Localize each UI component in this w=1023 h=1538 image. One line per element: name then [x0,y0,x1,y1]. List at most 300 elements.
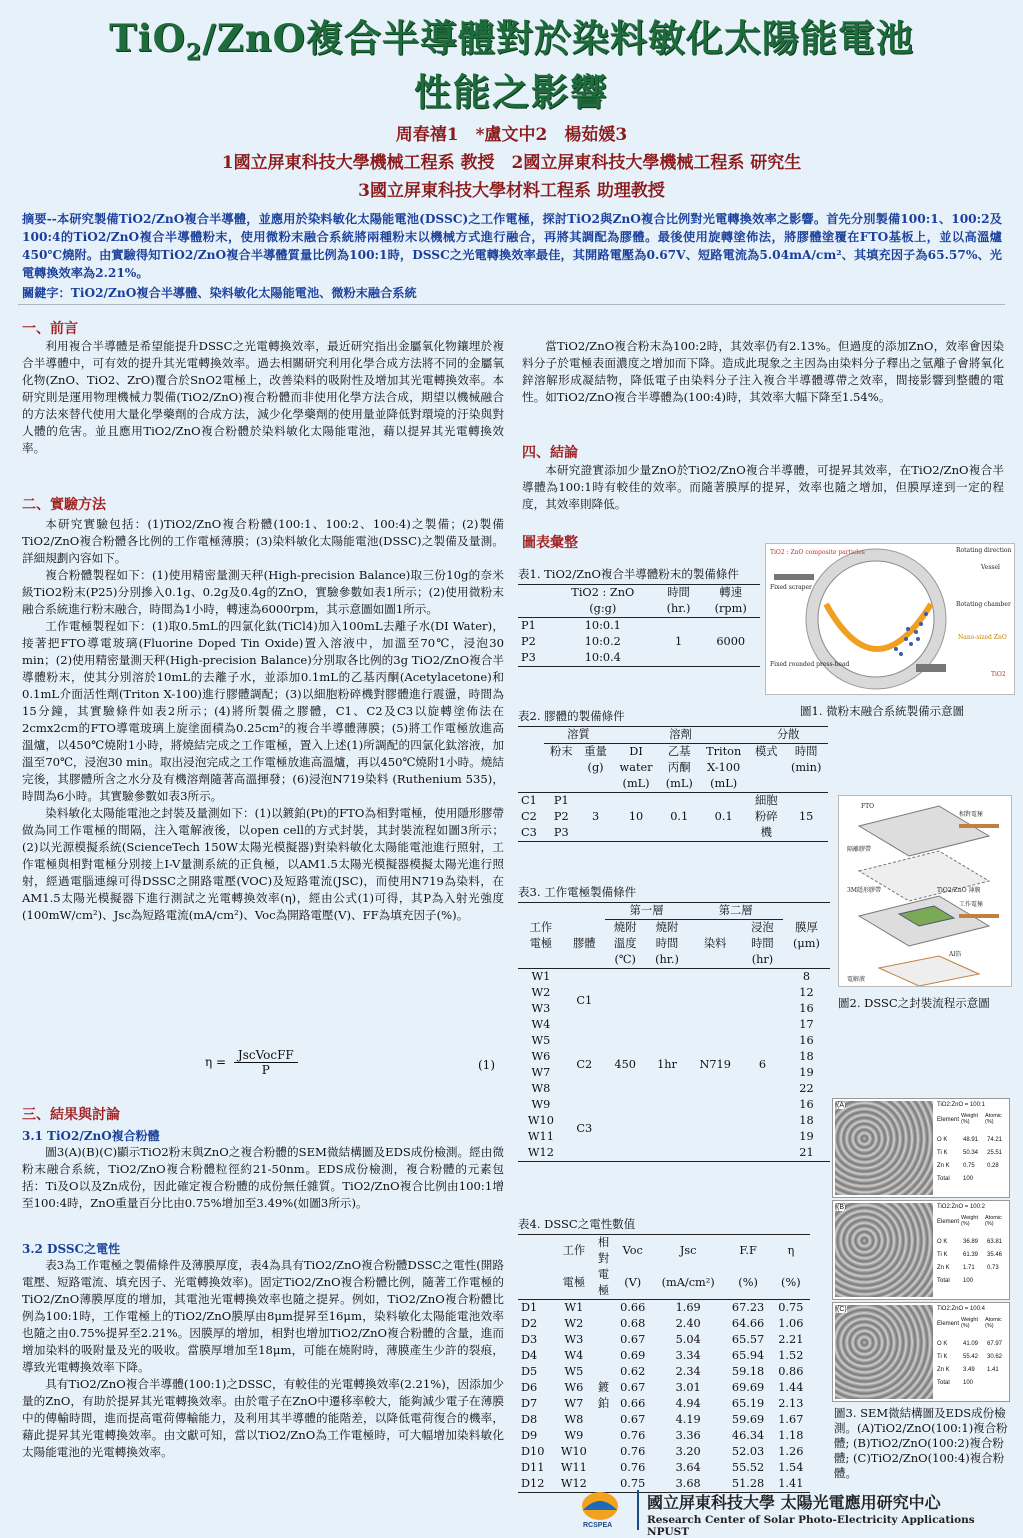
t3-h: 膠體 [572,937,596,950]
logo-text: RCSPEA [583,1522,613,1529]
fig2-label: 3M隱形膠帶 [847,887,881,894]
fig1-label: TiO2 [991,671,1006,678]
t1-cell: 10:0.2 [584,635,621,648]
formula-numerator: JscVocFF [234,1048,298,1063]
t4-cell: W10 [560,1445,587,1458]
t1-h-time: 時間 [667,586,690,599]
t2-h: (mL) [710,777,738,790]
t3-h: 染料 [703,937,727,950]
t4-cell: D4 [521,1349,538,1362]
t3-cell: W11 [527,1130,554,1143]
formula-number: (1) [478,1058,495,1072]
table4 [518,1234,810,1493]
t4-h: (V) [624,1276,642,1289]
t4-h: 電極 [562,1276,586,1289]
t3-cell: 16 [799,1034,814,1047]
t3-cell: 17 [799,1018,814,1031]
eds-element: O K [937,1341,948,1347]
t1-cell: P2 [521,635,536,648]
t4-cell: D8 [521,1413,538,1426]
fig2-label: 隔離膠帶 [847,846,872,853]
figure2-caption: 圖2. DSSC之封裝流程示意圖 [838,996,990,1010]
eds-atomic: 67.97 [987,1341,1003,1347]
eds-element: O K [937,1239,948,1245]
fig3-panel [832,1200,1010,1300]
eds-atomic: 35.46 [987,1252,1003,1258]
t3-cell: W7 [531,1066,551,1079]
t4-cell: 1.52 [778,1349,804,1362]
t4-cell: 0.76 [620,1445,646,1458]
t2-group: 溶質 [544,727,613,744]
abstract: 摘要--本研究製備TiO2/ZnO複合半導體，並應用於染料敏化太陽能電池(DSSC)之工作電極，探討TiO2與ZnO複合比例對光電轉換效率之影響。首先分別製備100:1、100:2及100:4的TiO2/ZnO複合半導體粉末，使用微粉末融合系統將兩種粉末以機械方式進行融合，再將其調配為膠體。最後使用旋轉塗佈法，將膠體塗覆在FTO基板上，並以高溫爐450℃燒附。由實驗得知TiO2/ZnO複合半導體質量比例為100:1時，DSSC之光電轉換效率最佳，其開路電壓為0.67V、短路電流為5.04mA/cm²、其填充因子為65.57%、光電轉換效率為2.21%。 [22,212,1002,280]
t3-cell: 19 [799,1066,814,1079]
table-row [518,1300,810,1317]
t4-cell: 0.76 [620,1429,646,1442]
sem-panel-label: (C) [837,1306,847,1313]
t4-cell: 52.03 [731,1445,765,1458]
footer-divider [637,1490,639,1530]
t3-h: 時間 [751,937,774,950]
t4-cell: 4.94 [675,1397,701,1410]
t3-cell: 18 [799,1050,814,1063]
divider [18,304,1005,305]
t4-cell: D11 [521,1461,545,1474]
eds-element: Total [937,1278,950,1284]
t1-cell: P3 [521,651,536,664]
eds-element: Zn K [937,1265,950,1271]
t4-h: (%) [781,1276,801,1289]
eds-element: Zn K [937,1163,950,1169]
subsection-3-1-text: 圖3(A)(B)(C)顯示TiO2粉末與ZnO之複合粉體的SEM微結構圖及EDS成份檢測。經由微粉末融合系統，TiO2/ZnO複合粉體粒徑約21-50nm。EDS成份檢測，複合粉體的元素包括：Ti及O以及Zn成份，因此確定複合粉體的成份無任雜質。TiO2/ZnO複合比例由100:1增至100:4時，ZnO重量百分比由0.75%增加至3.49%(如圖3所示)。 [22,1145,504,1210]
eds-element: Total [937,1380,950,1386]
t4-cell: D12 [521,1477,545,1490]
t1-unit: (g:g) [589,602,617,615]
t4-cell: 1.69 [675,1301,701,1314]
t4-cell: 3.64 [675,1461,701,1474]
formula-denominator: P [261,1063,270,1077]
t4-cell: 5.04 [675,1333,701,1346]
t3-cell: W2 [531,986,551,999]
t4-cell: 0.66 [620,1397,646,1410]
t2-h: 乙基 [667,745,691,758]
eds-weight: 36.89 [963,1239,979,1245]
fig2-label: TiO2/ZnO 薄膜 [937,887,981,894]
t3-cell: W6 [531,1050,551,1063]
t4-cell: 69.69 [731,1381,765,1394]
eds-weight: 100 [963,1380,974,1386]
subsection-3-2-title: 3.2 DSSC之電性 [22,1242,121,1256]
t4-cell: 3.68 [675,1477,701,1490]
t4-h: 相對 [597,1236,610,1265]
sem-image [835,1203,933,1297]
subsection-3-2-text: 表3為工作電極之製備條件及薄膜厚度，表4為具有TiO2/ZnO複合粉體DSSC之電性(開路電壓、短路電流、填充因子、光電轉換效率)。固定TiO2/ZnO複合粉體比例，隨著工作電極的TiO2/ZnO薄膜厚度的增加，其電池光電轉換效率也隨之提昇。例如，TiO2/ZnO複合粉體比例為100:1時，工作電極上的TiO2/ZnO膜厚由8μm提昇至16μm，染料敏化太陽能電池效率也隨之由0.75%提昇至2.21%。因膜厚的增加，相對也增加TiO2/ZnO複合粉體的含量，進而增加染料的吸附量及光的吸收。當膜厚增加至18μm，可能在燒附時，薄膜產生少許的裂痕，導致光電轉換效率下降。 具有TiO2/ZnO複合半導體(100:1)之DSSC，有較佳的光電轉換效率(2.21%)，因添加少量的ZnO，有助於提昇其光電轉換效率。由於電子在ZnO中遷移率較大，能夠減少電子在薄膜中的傳輸時間，進而提高電荷傳輸能力，及利用其半導體的能階差，以降低電荷復合的機率，藉此提昇其光電轉換效率。由文獻可知，當以TiO2/ZnO為工作電極時，可大幅增加染料敏化太陽能電池的光電轉換效率。 [22,1258,504,1459]
t3-cell: 18 [799,1114,814,1127]
t3-cell: W1 [531,970,551,983]
t4-cell: D9 [521,1429,538,1442]
eds-element: O K [937,1137,948,1143]
t4-h: 工作 [562,1244,586,1257]
t3-cell: C1 [576,994,593,1007]
eds-h-weight: Weight (%) [961,1317,979,1329]
t4-cell [594,1332,614,1348]
table-row [518,1412,810,1428]
t3-cell: 22 [799,1082,814,1095]
eds-atomic: 30.62 [987,1354,1003,1360]
t2-cell: P2 [553,810,569,823]
t2-h: 模式 [755,745,778,758]
t4-cell: W8 [564,1413,584,1426]
eds-h-weight: Weight (%) [961,1215,979,1227]
table-row [518,1316,810,1332]
eds-weight: 100 [963,1278,974,1284]
t3-group: 第一層 [605,903,689,920]
t4-cell: 3.36 [675,1429,701,1442]
eds-h-element: Element [937,1321,960,1327]
table3-caption: 表3. 工作電極製備條件 [518,885,637,899]
eds-atomic: 74.21 [987,1137,1003,1143]
t3-h: 電極 [529,937,553,950]
t3-cell: 16 [799,1098,814,1111]
t4-cell: 0.86 [778,1365,804,1378]
t2-h: (min) [790,761,822,774]
sem-panel-label: (B) [837,1204,847,1211]
affiliation-2: 3國立屏東科技大學材料工程系 助理教授 [358,181,665,201]
fig1-label: Fixed scraper [770,584,812,591]
fig2-label: 相對電極 [959,811,984,818]
t4-cell: W1 [564,1301,584,1314]
eds-atomic: 25.51 [987,1150,1003,1156]
t2-h: (mL) [622,777,650,790]
t2-cell: 0.1 [714,810,733,823]
t4-cell: 1.18 [778,1429,804,1442]
t2-h: (g) [587,761,604,774]
t4-cell: W3 [564,1333,584,1346]
table2-caption: 表2. 膠體的製備條件 [518,709,625,723]
fig1-label: Rotating direction [956,547,1012,554]
t4-cell: 0.76 [620,1461,646,1474]
t4-cell: D6 [521,1381,538,1394]
t4-cell: 65.57 [731,1333,765,1346]
t2-h: (mL) [665,777,693,790]
discussion-continued: 當TiO2/ZnO複合粉末為100:2時，其效率仍有2.13%。但過度的添加ZnO，效率會因染料分子於電極表面濃度之增加而下降。造成此現象之主因為由染料分子釋出之氫離子會將氧化鋅溶解形成凝結物，降低電子由染料分子注入複合半導體導帶之效率，間接影響到整體的電性。如TiO2/ZnO複合半導體為(100:4)時，其效率大幅下降至1.54%。 [522,339,1004,404]
t4-cell: 4.19 [675,1413,701,1426]
t3-h: (hr) [751,953,774,966]
t3-h: 膜厚 [795,920,818,934]
section-method-text: 本研究實驗包括：(1)TiO2/ZnO複合粉體(100:1、100:2、100:4)之製備；(2)製備TiO2/ZnO複合粉體各比例的工作電極薄膜；(3)染料敏化太陽能電池(DSSC)之製備及量測。詳細規劃內容如下。 複合粉體製程如下：(1)使用精密量測天秤(High-precision Balance)取三份10g的奈米級TiO2粉末(P25)分別摻入0.1g、0.2g及0.4g的ZnO，實驗參數如表1所示；(2)使用微粉末融合系統進行粉末融合，時間為1小時，轉速為6000rpm，其示意圖如圖1所示。 工作電極製程如下：(1)取0.5mL的四氯化鈦(TiCl4)加入100mL去離子水(DI Water)，接著把FTO導電玻璃(Fluorine Doped Tin Oxide)置入溶液中，加溫至70℃，浸泡30 min；(2)使用精密量測天秤(High-precision Balance)分別取各比例的3g TiO2/ZnO複合半導體粉末，使其分別溶於10mL的去離子水，並添加0.1mL的乙基丙酮(Acetylacetone)和0.1mL介面活性劑(Triton X-100)進行膠體調配；(3)以細胞粉碎機對膠體進行震盪，時間為15分鐘，其實驗條件如表2所示；(4)將所製備之膠體，C1、C2及C3以旋轉塗佈法在2cmx2cm的FTO導電玻璃上旋塗面積為0.25cm²的複合半導體薄膜；(5)將工作電極放進高溫爐，以450℃燒附1小時，將燒結完成之工作電極，置入上述(1)所調配的四氯化鈦溶液，加溫至70℃，浸泡30 min。取出浸泡完成之工作電極放進高溫爐，再以450℃燒附1小時。燒結完後，其膠體所含之水分及有機溶劑隨著高溫揮發；(6)浸泡N719染料 (Ruthenium 535)，時間為6小時。其實驗參數如表3所示。 染料敏化太陽能電池之封裝及量測如下：(1)以鍍鉑(Pt)的FTO為相對電極，使用隱形膠帶做為同工作電極的間隔，注入電解液後，以open cell的方式封裝，其封裝流程如圖3所示；(2)以光源模擬系統(ScienceTech 150W太陽光模擬器)對染料敏化太陽能電池進行照射，工作電極與相對電極分別接上I-V量測系統的正負極，以AM1.5太陽光模擬器模擬太陽光進行照射，經過電腦連線可得DSSC之開路電壓(VOC)及短路電流(JSC)，而使用N719為染料，在AM1.5太陽光模擬器下進行測試之光電轉換效率(η)，經由公式(1)可得，其P為入射光強度(100mW/cm²)、Jsc為短路電流(mA/cm²)、Voc為開路電壓(V)、FF為填充因子(%)。 [22,517,504,922]
keywords: 關鍵字：TiO2/ZnO複合半導體、染料敏化太陽能電池、微粉末融合系統 [22,286,417,300]
t1-cell: 10:0.1 [584,619,621,632]
t3-cell: 21 [799,1146,814,1159]
eds-h-weight: Weight (%) [961,1113,979,1125]
t3-cell: C3 [576,1122,593,1135]
eds-atomic: 0.73 [987,1265,999,1271]
t4-cell: 59.69 [731,1413,765,1426]
table1 [518,584,760,667]
t3-cell: 16 [799,1002,814,1015]
t4-cell: 3.01 [675,1381,701,1394]
eds-weight: 61.39 [963,1252,979,1258]
t4-cell: W4 [564,1349,584,1362]
t4-cell: 1.44 [778,1381,804,1394]
eds-h-atomic: Atomic (%) [985,1317,1002,1329]
t4-cell [594,1316,614,1332]
t2-h: 粉末 [549,745,573,758]
fig1-label: Nano-sized ZnO [958,634,1007,641]
poster-title-line1: TiO$_2$/ZnO複合半導體對於染料敏化太陽能電池 [109,16,914,66]
t2-cell: P3 [553,826,569,839]
section-intro-title: 一、前言 [22,321,78,337]
fig3-panel [832,1302,1010,1402]
eds-element: Ti K [937,1150,948,1156]
t3-h: 浸泡 [751,921,774,934]
t3-h: 時間 [655,937,679,950]
eds-ratio: TiO2:ZnO = 100:4 [937,1306,985,1312]
t4-cell: 0.67 [620,1413,646,1426]
t1-h-speed: 轉速 [719,586,743,599]
t4-cell: 0.67 [620,1381,646,1394]
eds-element: Total [937,1176,950,1182]
t4-cell: 2.21 [778,1333,804,1346]
t4-cell [594,1444,614,1460]
t2-h: 重量 [584,745,607,758]
t3-h: (μm) [793,937,820,950]
eds-weight: 50.34 [963,1150,979,1156]
t3-cell: C2 [576,1058,593,1071]
t3-group: 第二層 [688,903,783,920]
table-row [518,1396,810,1412]
t2-h: Triton [706,745,742,758]
t4-cell [594,1460,614,1476]
fig2-label: FTO [861,803,875,810]
t3-cell: W10 [527,1114,554,1127]
t4-cell: 55.52 [731,1461,765,1474]
t4-cell: 3.34 [675,1349,701,1362]
t2-h: water [619,761,653,774]
t4-cell: W6 [564,1381,584,1394]
t4-cell: D2 [521,1317,538,1330]
eds-weight: 48.91 [963,1137,979,1143]
t2-cell: 10 [628,810,644,823]
figure2-assembly-diagram [838,795,1012,987]
t1-cell: 6000 [716,635,746,648]
t2-cell: C2 [521,810,537,823]
t4-cell: 65.19 [731,1397,765,1410]
t3-cell: 450 [614,1058,636,1071]
t4-h: η [787,1244,795,1257]
t4-cell: D5 [521,1365,538,1378]
t3-cell: N719 [699,1058,731,1071]
t4-cell: 2.13 [778,1397,804,1410]
t4-h: (mA/cm²) [661,1276,715,1289]
t2-cell: P1 [553,794,569,807]
t2-h: 時間 [794,745,818,758]
table-row [518,1348,810,1364]
t4-cell: 0.66 [620,1301,646,1314]
table-row [518,1460,810,1476]
charts-title: 圖表彙整 [522,535,578,551]
sem-panel-label: (A) [837,1102,847,1109]
t4-cell: W9 [564,1429,584,1442]
eds-ratio: TiO2:ZnO = 100:1 [937,1102,985,1108]
eds-weight: 55.42 [963,1354,979,1360]
t4-cell: D3 [521,1333,538,1346]
t4-cell: W2 [564,1317,584,1330]
subsection-3-1-title: 3.1 TiO2/ZnO複合粉體 [22,1129,160,1143]
t4-cell: W12 [560,1477,587,1490]
t3-h: (℃) [614,953,636,966]
eds-weight: 1.71 [963,1265,975,1271]
t4-cell: 0.75 [778,1301,804,1314]
poster-title-line2: 性能之影響 [414,70,609,114]
fig2-label: 電解液 [847,976,866,983]
t3-cell: 19 [799,1130,814,1143]
t3-cell: W9 [531,1098,551,1111]
t4-h: F.F [739,1244,757,1257]
table1-caption: 表1. TiO2/ZnO複合半導體粉末的製備條件 [518,567,739,581]
t4-cell: 1.67 [778,1413,804,1426]
t1-unit: (hr.) [666,602,691,615]
t2-cell: 細胞粉碎機 [755,794,778,839]
t4-cell [594,1412,614,1428]
eds-h-element: Element [937,1117,960,1123]
t4-cell: 65.94 [731,1349,765,1362]
t3-h: (hr.) [655,953,679,966]
t4-cell [594,1300,614,1317]
footer-org-en: Research Center of Solar Photo-Electricity Applications NPUST [647,1514,975,1538]
t1-cell: 10:0.4 [584,651,621,664]
t2-cell: C3 [521,826,537,839]
t3-cell: W3 [531,1002,551,1015]
eds-atomic: 0.28 [987,1163,999,1169]
section-method-title: 二、實驗方法 [22,497,106,513]
table-row [518,1380,810,1396]
t3-cell: W4 [531,1018,551,1031]
authors: 周春禧1 *盧文中2 楊茹媛3 [395,125,628,145]
eds-h-atomic: Atomic (%) [985,1113,1002,1125]
eds-h-element: Element [937,1219,960,1225]
fig1-label: Rotating chamber [956,601,1011,608]
t1-h-ratio: TiO2 : ZnO [571,586,635,599]
t3-cell: 12 [799,986,814,999]
t4-cell: D7 [521,1397,538,1410]
t4-cell: 0.68 [620,1317,646,1330]
efficiency-formula [205,1048,298,1077]
sem-image [835,1101,933,1195]
t4-cell: 64.66 [731,1317,765,1330]
footer-org-cn: 國立屏東科技大學 太陽光電應用研究中心 [647,1493,941,1512]
t4-cell: 46.34 [731,1429,765,1442]
section-result-title: 三、結果與討論 [22,1107,120,1123]
eds-atomic: 63.81 [987,1239,1003,1245]
t2-h: DI [629,745,643,758]
t3-cell: 8 [802,970,811,983]
eds-weight: 0.75 [963,1163,975,1169]
t4-cell: D10 [521,1445,545,1458]
fig1-label: Fixed rounded press-head [770,661,850,668]
eds-element: Zn K [937,1367,950,1373]
t4-counter-electrode: 鍍鉑 [597,1381,610,1410]
t4-cell: 1.26 [778,1445,804,1458]
t4-h: Voc [622,1244,643,1257]
t2-group: 溶劑 [613,727,749,744]
fig2-label: 工作電極 [959,901,984,908]
eds-atomic: 1.41 [987,1367,999,1373]
table-row [518,1444,810,1460]
t2-cell: 3 [591,810,600,823]
t4-cell: 1.54 [778,1461,804,1474]
fig3-panel [832,1098,1010,1198]
eds-weight: 41.09 [963,1341,979,1347]
t4-cell: 59.18 [731,1365,765,1378]
t3-h: 燒附 [655,921,679,934]
t4-cell: W5 [564,1365,584,1378]
t2-h: 丙酮 [667,761,691,774]
figure1-mechanofusion-diagram [765,543,1015,695]
eds-weight: 3.49 [963,1367,975,1373]
t4-cell: 0.62 [620,1365,646,1378]
t4-cell: 3.20 [675,1445,701,1458]
t4-cell: 2.40 [675,1317,701,1330]
t1-cell: P1 [521,619,536,632]
affiliation-1: 1國立屏東科技大學機械工程系 教授 2國立屏東科技大學機械工程系 研究生 [221,153,802,173]
t4-cell: D1 [521,1301,538,1314]
t4-cell [594,1364,614,1380]
t4-cell: 51.28 [731,1477,765,1490]
sem-image [835,1305,933,1399]
footer-logo-bar [575,1488,1005,1538]
t4-cell [594,1428,614,1444]
eds-element: Ti K [937,1252,948,1258]
t3-h: 工作 [529,920,553,934]
table-row [518,1364,810,1380]
figure3-caption: 圖3. SEM微結構圖及EDS成份檢測。(A)TiO2/ZnO(100:1)複合粉體; (B)TiO2/ZnO(100:2)複合粉體; (C)TiO2/ZnO(100:4)複合粉體。 [834,1406,1008,1480]
t4-cell: 67.23 [731,1301,765,1314]
eds-weight: 100 [963,1176,974,1182]
t2-cell: C1 [521,794,537,807]
t3-cell: W12 [527,1146,554,1159]
eds-h-atomic: Atomic (%) [985,1215,1002,1227]
figure3-sem-eds [832,1098,1010,1401]
t4-cell: 2.34 [675,1365,701,1378]
t2-h: X-100 [707,761,741,774]
t2-cell: 15 [798,810,814,823]
t4-cell: 1.41 [778,1477,804,1490]
section-conclusion-title: 四、結論 [522,445,578,461]
eds-ratio: TiO2:ZnO = 100:2 [937,1204,985,1210]
t1-cell: 1 [674,635,683,648]
section-intro-text: 利用複合半導體是希望能提升DSSC之光電轉換效率，最近研究指出金屬氧化物鑲埋於複合半導體中，可有效的提升其光電轉換效率。過去相關研究利用化學合成方法將不同的金屬氧化物(ZnO、TiO2、ZrO)覆合於SnO2電極上，改善染料的吸附性及增加其光電轉換效率。本研究則是運用物理機械力製備(TiO2/ZnO)複合粉體而非使用化學方法合成，期望以機械融合的方法來替代使用大量化學藥劑的合成方法，減少化學藥劑的使用量並降低對環境的汙染與對人體的危害。並且應用TiO2/ZnO複合粉體於染料敏化太陽能電池，藉以提昇其光電轉換效率。 [22,339,504,455]
fig1-label: Vessel [981,564,1000,571]
t3-cell: W5 [531,1034,551,1047]
t4-h: Jsc [679,1244,697,1257]
t4-h: 電極 [597,1268,610,1297]
t4-cell: W11 [560,1461,587,1474]
table2 [518,726,828,842]
table-row [518,1428,810,1444]
t3-cell: 1hr [657,1058,677,1071]
table4-caption: 表4. DSSC之電性數值 [518,1217,636,1231]
formula-lhs: η = [205,1055,227,1069]
t4-cell: 0.69 [620,1349,646,1362]
t3-h: 溫度 [613,937,637,950]
fig2-label: Al箔 [949,951,962,958]
t4-cell: 1.06 [778,1317,804,1330]
t1-unit: (rpm) [714,602,747,615]
t4-cell: 0.75 [620,1477,646,1490]
eds-element: Ti K [937,1354,948,1360]
t4-cell: 0.67 [620,1333,646,1346]
section-conclusion-text: 本研究證實添加少量ZnO於TiO2/ZnO複合半導體，可提昇其效率，在TiO2/ZnO複合半導體為100:1時有較佳的效率。而隨著膜厚的提昇，效率也隨之增加，但膜厚達到一定的程度，其效率則降低。 [522,463,1004,511]
